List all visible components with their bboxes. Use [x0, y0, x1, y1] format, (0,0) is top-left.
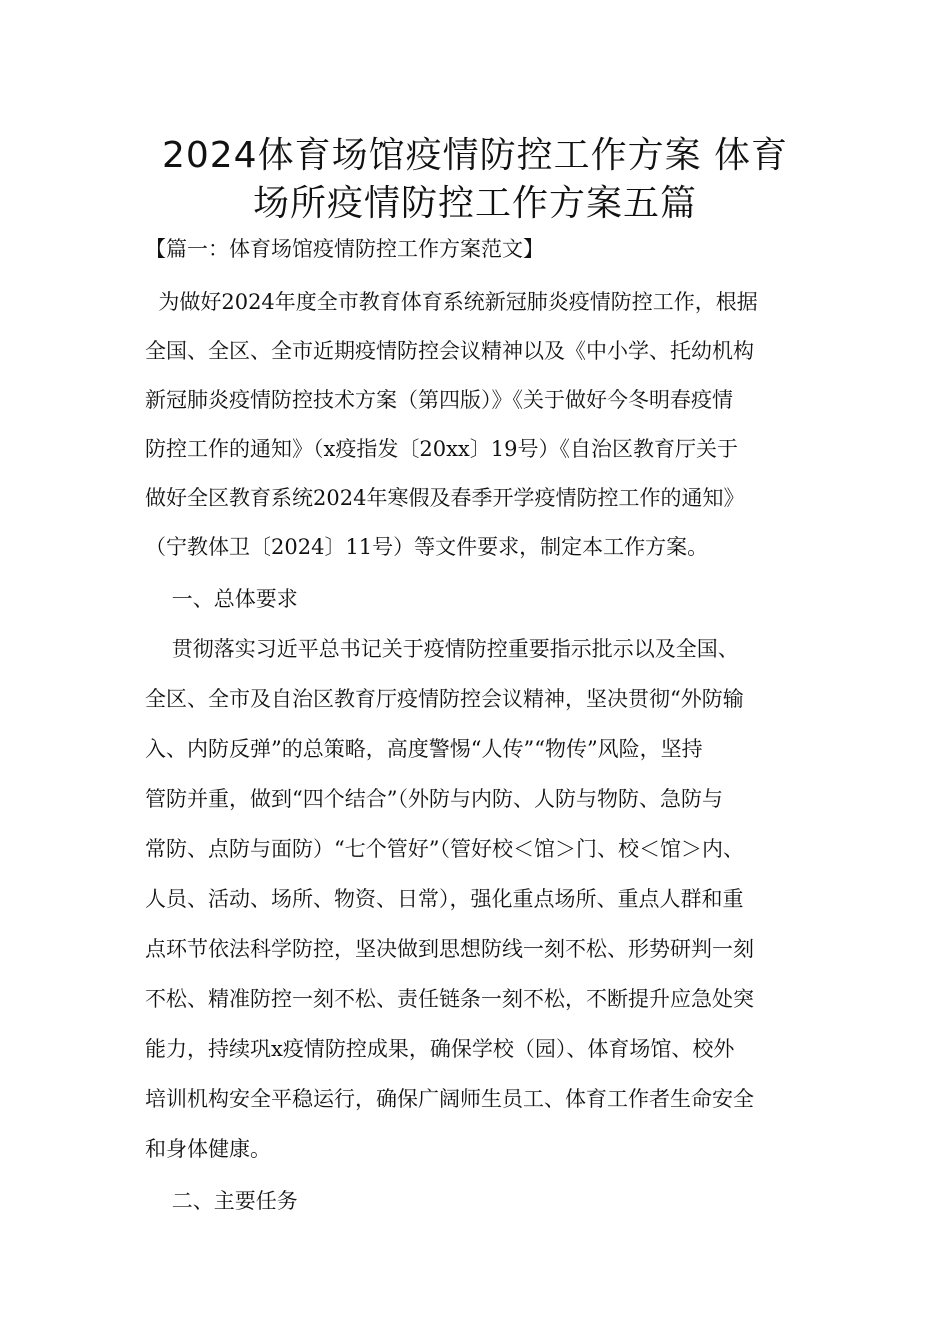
document-title-line-1: 2024体育场馆疫情防控工作方案 体育 [161, 135, 789, 176]
body-line: 为做好2024年度全市教育体育系统新冠肺炎疫情防控工作，根据 [145, 290, 758, 314]
body-line: 不松、精准防控一刻不松、责任链条一刻不松，不断提升应急处突 [145, 987, 754, 1011]
body-line: 能力，持续巩x疫情防控成果，确保学校（园）、体育场馆、校外 [145, 1037, 735, 1061]
body-line: （宁教体卫〔2024〕11号）等文件要求，制定本工作方案。 [145, 535, 709, 559]
body-line: 全国、全区、全市近期疫情防控会议精神以及《中小学、托幼机构 [145, 339, 754, 363]
body-line: 人员、活动、场所、物资、日常），强化重点场所、重点人群和重 [145, 887, 744, 911]
body-line: 和身体健康。 [145, 1137, 271, 1161]
section-heading-part-one: 【篇一：体育场馆疫情防控工作方案范文】 [145, 237, 544, 261]
body-line: 防控工作的通知》（x疫指发〔20xx〕19号）《自治区教育厅关于 [145, 437, 738, 461]
section-heading-main-tasks: 二、主要任务 [145, 1189, 298, 1213]
body-line: 贯彻落实习近平总书记关于疫情防控重要指示批示以及全国、 [145, 637, 739, 661]
body-line: 入、内防反弹”的总策略，高度警惕“人传”“物传”风险，坚持 [145, 737, 703, 761]
body-line: 培训机构安全平稳运行，确保广阔师生员工、体育工作者生命安全 [145, 1087, 754, 1111]
body-line: 新冠肺炎疫情防控技术方案（第四版）》《关于做好今冬明春疫情 [145, 388, 733, 412]
body-line: 常防、点防与面防）“七个管好”（管好校＜馆＞门、校＜馆＞内、 [145, 837, 744, 861]
body-line: 管防并重，做到“四个结合”（外防与内防、人防与物防、急防与 [145, 787, 723, 811]
section-heading-general-requirements: 一、总体要求 [145, 587, 298, 611]
body-line: 做好全区教育系统2024年寒假及春季开学疫情防控工作的通知》 [145, 486, 745, 510]
body-line: 全区、全市及自治区教育厅疫情防控会议精神，坚决贯彻“外防输 [145, 687, 744, 711]
body-line: 点环节依法科学防控，坚决做到思想防线一刻不松、形势研判一刻 [145, 937, 754, 961]
document-title-line-2: 场所疫情防控工作方案五篇 [252, 183, 697, 224]
